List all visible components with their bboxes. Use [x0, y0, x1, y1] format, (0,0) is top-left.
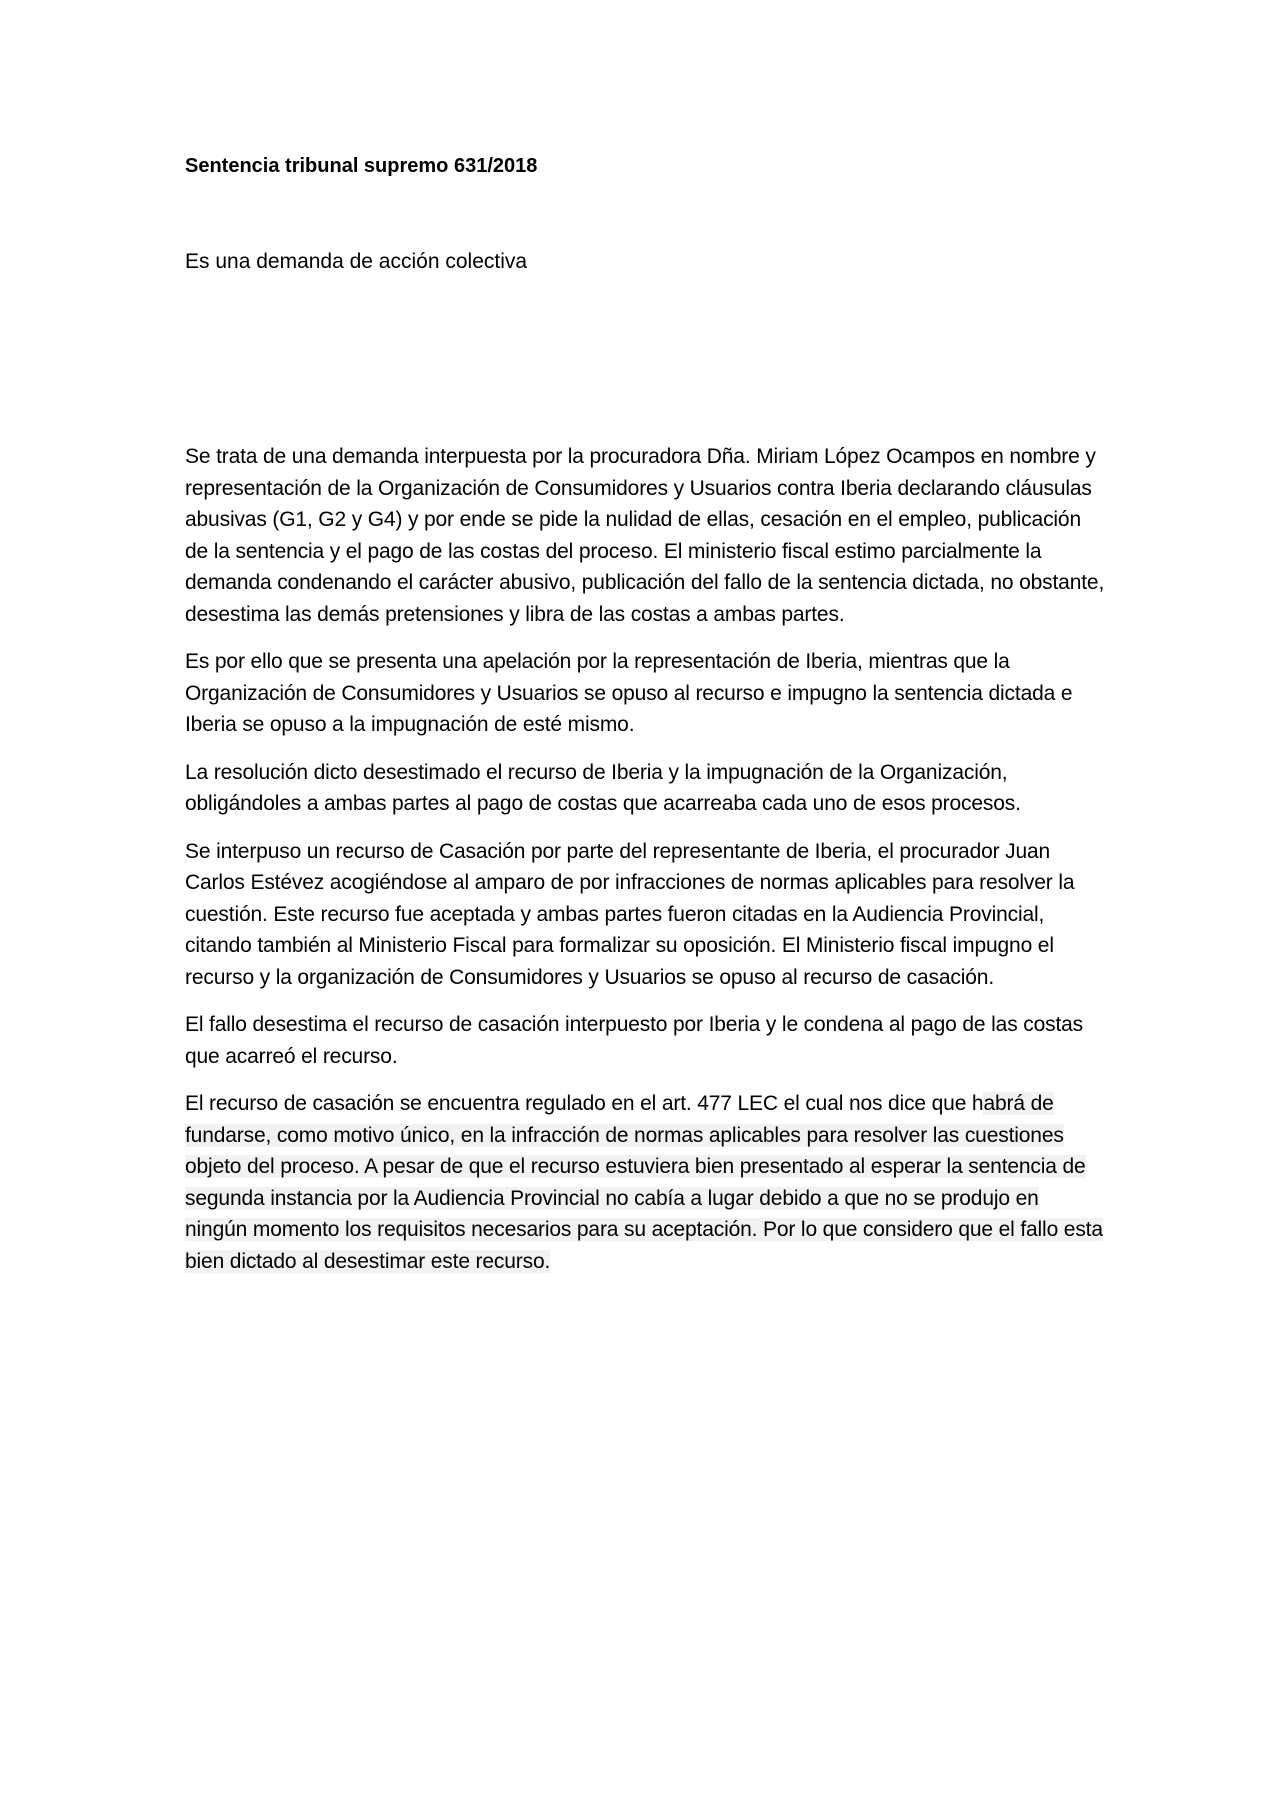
highlighted-quote: abrá de fundarse, como motivo único, en la infracción de normas aplicables para resolver las cuestiones objeto del proceso. — [185, 1092, 1064, 1178]
paragraph-fallo: El fallo desestima el recurso de casación interpuesto por Iberia y le condena al pago de las costas que acarreó el recurso. — [185, 1013, 1084, 1068]
paragraph-apelacion: Es por ello que se presenta una apelación por la representación de Iberia, mientras que la Organización de Consumidores y Usuarios se opuso al recurso e impugno la sentencia dictada e Iberia se opuso a la impugnación de esté mismo. — [185, 650, 1073, 736]
document-body — [185, 152, 1105, 1293]
highlighted-conclusion: A pesar de que el recurso estuviera bien presentado al esperar la sentencia de segunda instancia por la Audiencia Provincial no cabía a lugar debido a que no se produjo en ningún momento los requisitos necesarios para su aceptación. Por lo que considero que el fallo esta bien dictado al desestimar este recurso. — [185, 1155, 1103, 1273]
paragraph-casacion: Se interpuso un recurso de Casación por parte del representante de Iberia, el procurador Juan Carlos Estévez acogiéndose al amparo de por infracciones de normas aplicables para resolver la cuestión. Este recurso fue aceptada y ambas partes fueron citadas en la Audiencia Provincial, citando también al Ministerio Fiscal para formalizar su oposición. El Ministerio fiscal impugno el recurso y la organización de Consumidores y Usuarios se opuso al recurso de casación. — [185, 839, 1075, 989]
paragraph-resolucion: La resolución dicto desestimado el recurso de Iberia y la impugnación de la Organización, obligándoles a ambas partes al pago de costas que acarreaba cada uno de esos procesos. — [185, 760, 1021, 815]
document-subtitle: Es una demanda de acción colectiva — [185, 250, 528, 273]
paragraph-conclusion — [185, 1088, 1105, 1277]
document-title: Sentencia tribunal supremo 631/2018 — [185, 155, 538, 177]
paragraph-demanda: Se trata de una demanda interpuesta por la procuradora Dña. Miriam López Ocampos en nombre y representación de la Organización de Consumidores y Usuarios contra Iberia declarando cláusulas abusivas (G1, G2 y G4) y por ende se pide la nulidad de ellas, cesación en el empleo, publicación de la sentencia y el pago de las costas del proceso. El ministerio fiscal estimo parcialmente la demanda condenando el carácter abusivo, publicación del fallo de la sentencia dictada, no obstante, desestima las demás pretensiones y libra de las costas a ambas partes. — [185, 445, 1105, 626]
conclusion-lead: El recurso de casación se encuentra regulado en el art. 477 LEC el cual nos dice que h — [185, 1092, 984, 1115]
